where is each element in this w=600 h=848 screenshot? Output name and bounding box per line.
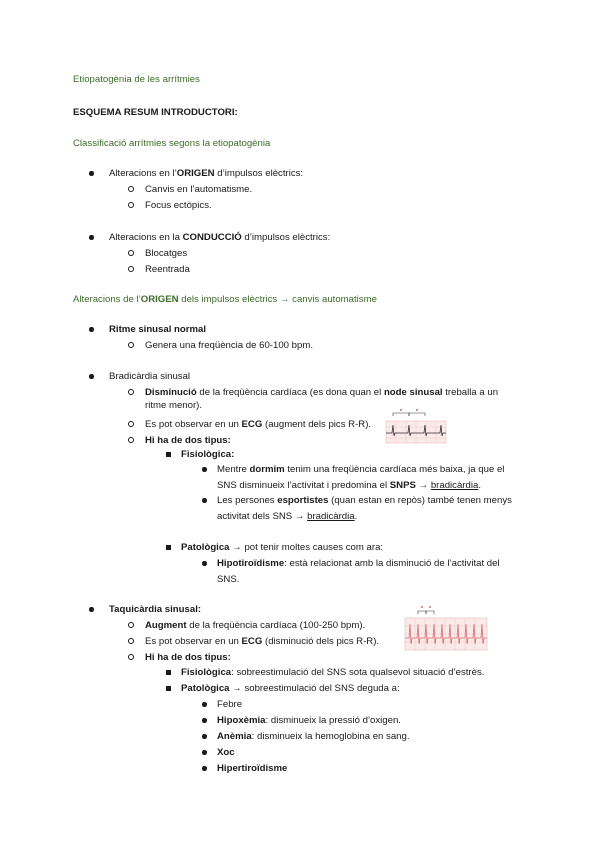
- list-item-ecg: Es pot observar en un ECG (augment dels pics R-R).: [145, 419, 372, 430]
- section-heading-classification: Classificació arrítmies segons la etiopatogènia: [73, 138, 271, 149]
- list-item-hipertiroidisme: Hipertiroïdisme: [217, 763, 288, 774]
- bullet-ring: [128, 421, 134, 427]
- bullet-dot: [202, 561, 207, 566]
- bullet-dot: [202, 718, 207, 723]
- list-item-disminucio: Disminució de la freqüència cardíaca (es dona quan el node sinusal treballa a un ritme menor).: [145, 387, 499, 411]
- list-item-dormim: Mentre dormim tenim una freqüència cardíaca més baixa, ja que el SNS disminueix l’activitat i predomina el SNPS → bradicàrdia.: [217, 464, 505, 491]
- bullet-ring: [128, 389, 134, 395]
- list-item-hipotiroidisme: Hipotiroïdisme: està relacionat amb la disminució de l’activitat del SNS.: [217, 558, 500, 585]
- bullet-dot: [202, 467, 207, 472]
- list-item-ecg: Es pot observar en un ECG (disminució dels pics R-R).: [145, 636, 380, 647]
- bullet-ring: [128, 638, 134, 644]
- list-item-ritme: Ritme sinusal normal: [109, 324, 207, 335]
- list-item: Blocatges: [145, 248, 188, 259]
- bullet-dot: [202, 702, 207, 707]
- summary-heading: ESQUEMA RESUM INTRODUCTORI:: [73, 107, 238, 118]
- bullet-square: [166, 686, 171, 691]
- bullet-dot: [89, 607, 94, 612]
- list-item-esportistes: Les persones esportistes (quan estan en repòs) també tenen menys activitat dels SNS → bradicàrdia.: [217, 495, 512, 522]
- bullet-dot: [202, 750, 207, 755]
- list-item: Focus ectòpics.: [145, 200, 212, 211]
- bullet-ring: [128, 437, 134, 443]
- bullet-dot: [89, 374, 94, 379]
- ecg-tachycardia-image: [403, 604, 489, 652]
- bullet-ring: [128, 654, 134, 660]
- list-item-patologica: Patològica → pot tenir moltes causes com ara:: [181, 542, 384, 553]
- list-item-tipus: Hi ha de dos tipus:: [145, 652, 231, 663]
- list-item-tipus: Hi ha de dos tipus:: [145, 435, 231, 446]
- list-item-fisiologica: Fisiològica: sobreestimulació del SNS sota qualsevol situació d’estrès.: [181, 667, 485, 678]
- bullet-dot: [202, 734, 207, 739]
- bullet-ring: [128, 266, 134, 272]
- bullet-square: [166, 452, 171, 457]
- bullet-dot: [89, 327, 94, 332]
- bullet-dot: [202, 498, 207, 503]
- bullet-square: [166, 670, 171, 675]
- bullet-dot: [89, 235, 94, 240]
- list-item-patologica: Patològica → sobreestimulació del SNS deguda a:: [181, 683, 400, 694]
- list-item-xoc: Xoc: [217, 747, 235, 758]
- section-heading-origen: Alteracions de l’ORIGEN dels impulsos elèctrics → canvis automatisme: [73, 294, 377, 305]
- list-item-conduccio: Alteracions en la CONDUCCIÓ d’impulsos elèctrics:: [109, 232, 331, 243]
- bullet-ring: [128, 250, 134, 256]
- bullet-ring: [128, 186, 134, 192]
- list-item-origen: Alteracions en l’ORIGEN d’impulsos elèctrics:: [109, 168, 304, 179]
- list-item-febre: Febre: [217, 699, 243, 710]
- list-item-augment: Augment de la freqüència cardíaca (100-250 bpm).: [145, 620, 366, 631]
- list-item-anemia: Anèmia: disminueix la hemoglobina en sang.: [217, 731, 410, 742]
- ecg-bradycardia-image: [384, 407, 448, 445]
- bullet-dot: [89, 171, 94, 176]
- bullet-square: [166, 545, 171, 550]
- page-title: Etiopatogènia de les arrítmies: [73, 74, 200, 85]
- list-item-hipoxemia: Hipoxèmia: disminueix la pressió d’oxigen.: [217, 715, 401, 726]
- list-item-taquicardia: Taquicàrdia sinusal:: [109, 604, 202, 615]
- bullet-ring: [128, 202, 134, 208]
- list-item-fisiologica: Fisiològica:: [181, 449, 235, 460]
- list-item-bradicardia: Bradicàrdia sinusal: [109, 371, 191, 382]
- bullet-ring: [128, 342, 134, 348]
- list-item: Canvis en l’automatisme.: [145, 184, 253, 195]
- bullet-ring: [128, 622, 134, 628]
- bullet-dot: [202, 766, 207, 771]
- list-item: Genera una freqüència de 60-100 bpm.: [145, 340, 314, 351]
- list-item: Reentrada: [145, 264, 190, 275]
